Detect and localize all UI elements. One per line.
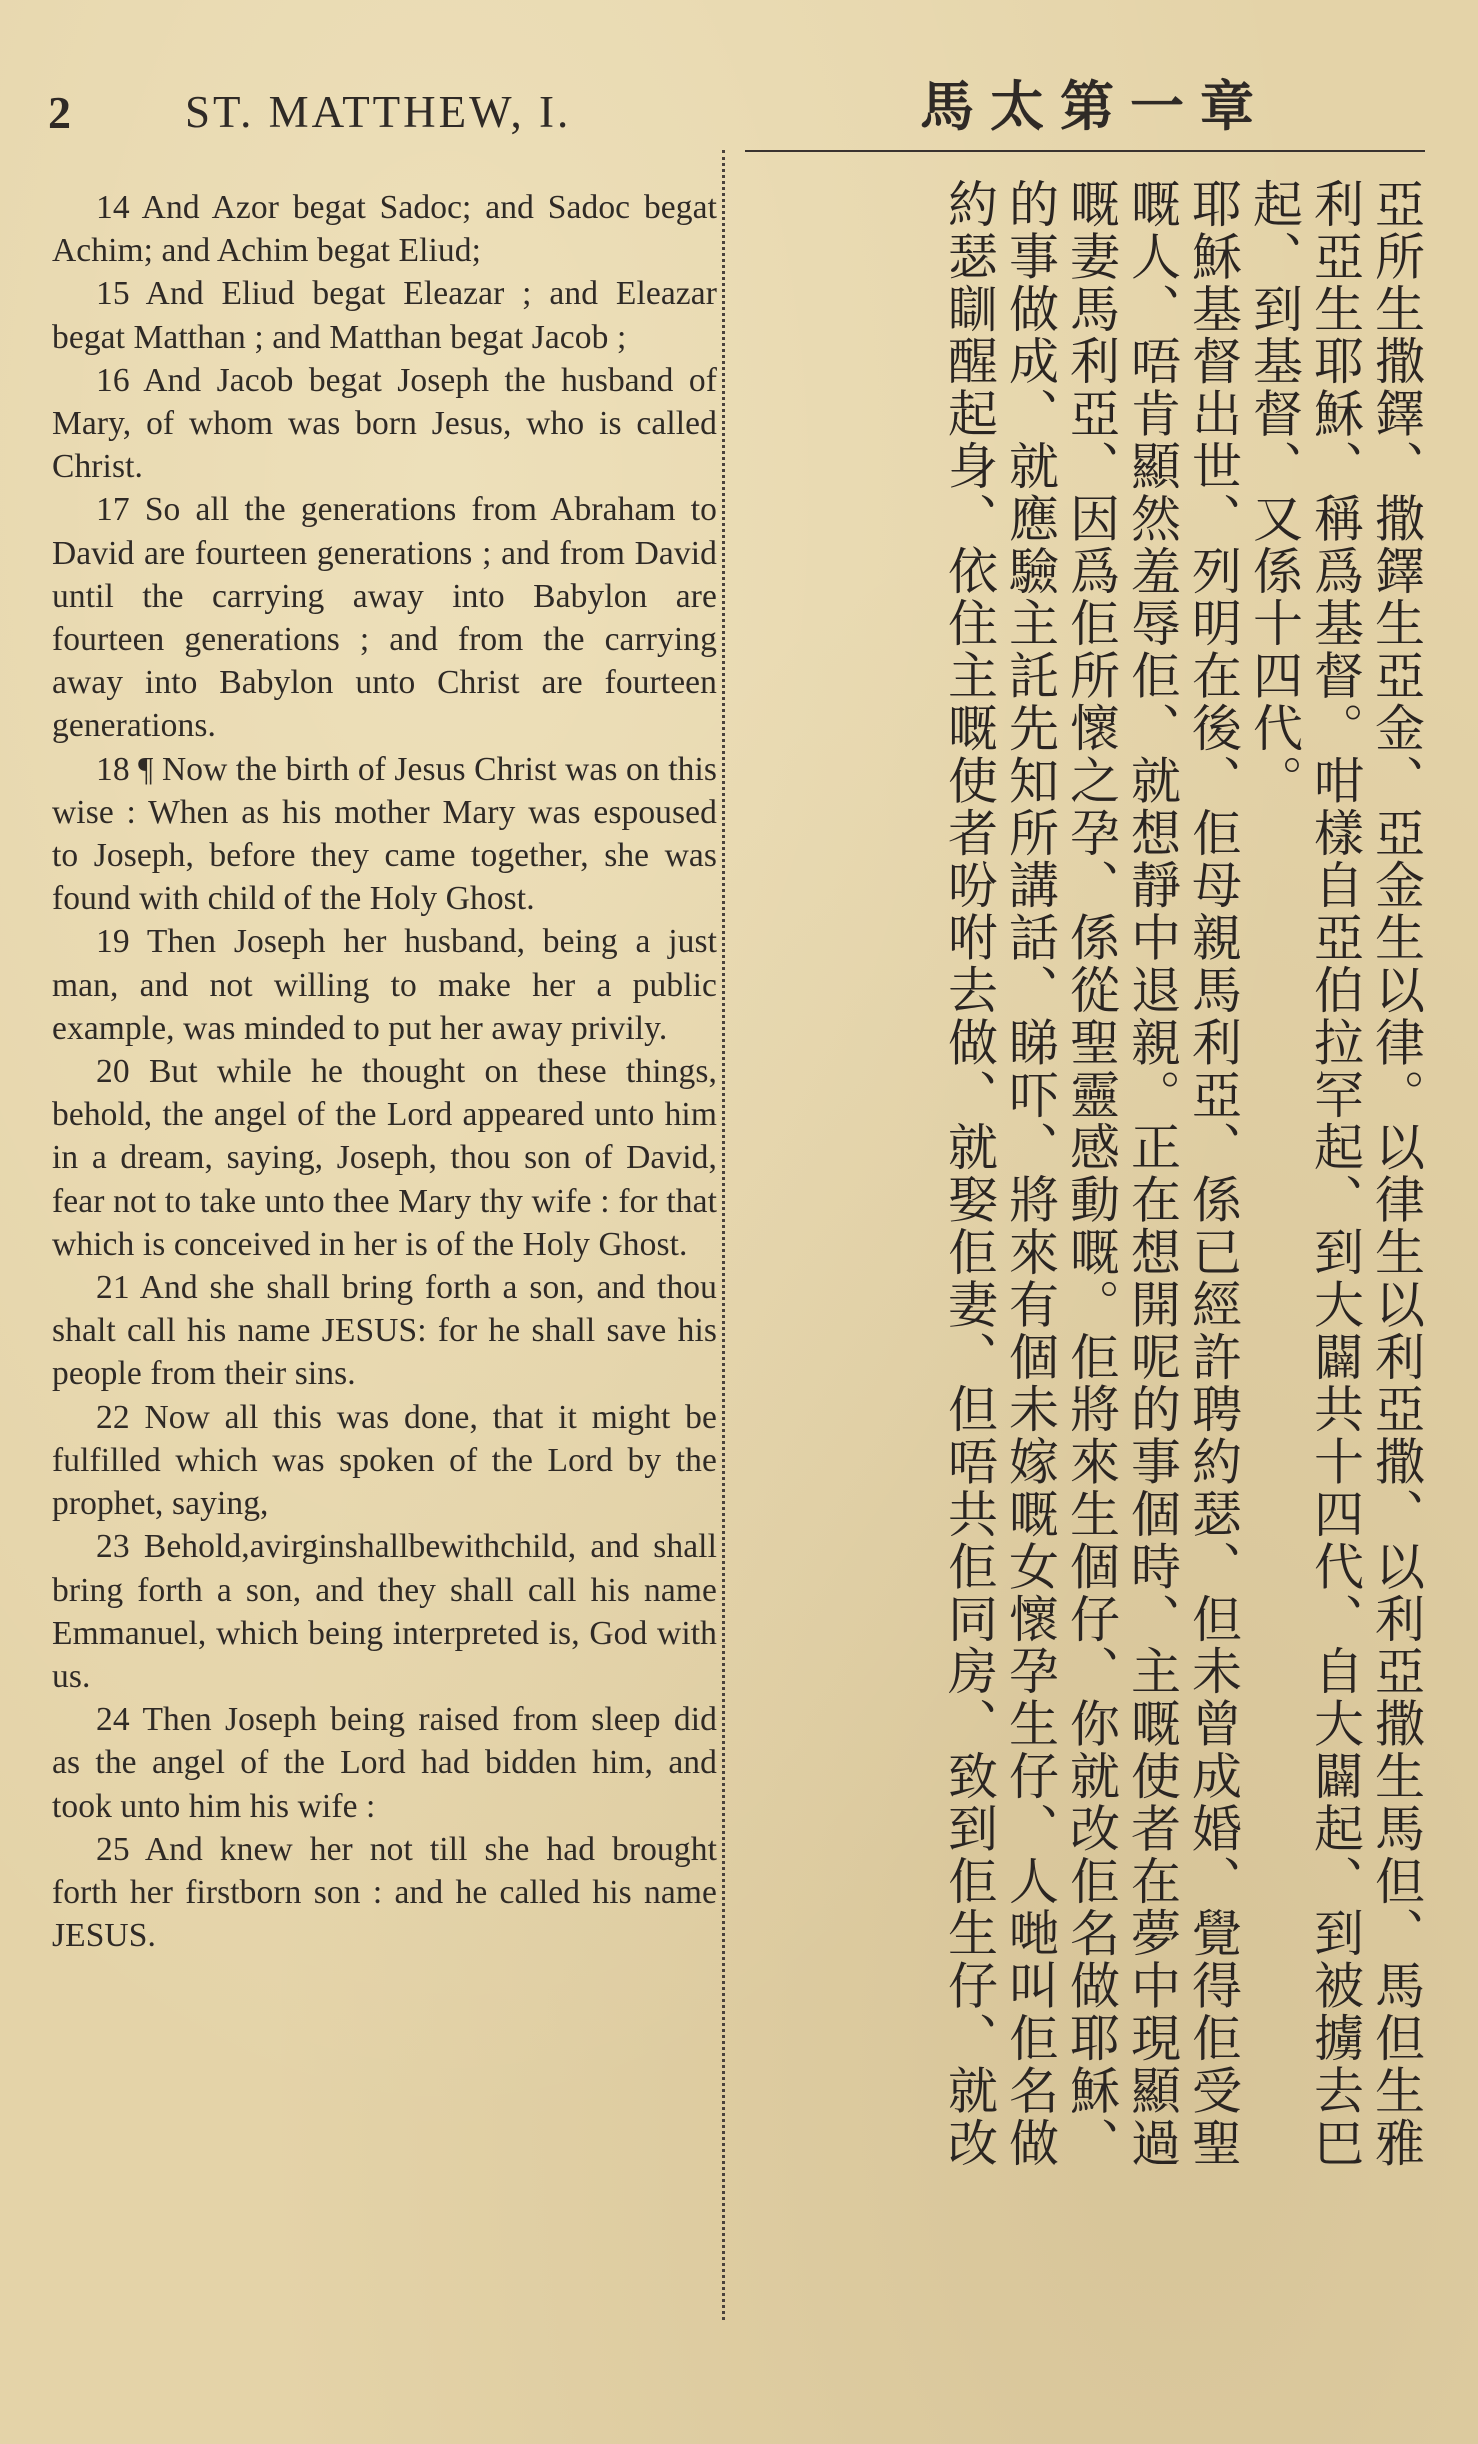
- verse-14: 14 And Azor begat Sadoc; and Sadoc begat Achim; and Achim begat Eliud;: [52, 189, 717, 270]
- chinese-line-8: 約瑟瞓醒起身、依住主嘅使者吩咐去做、就娶佢妻、但唔共佢同房、致到佢生仔、就改: [940, 178, 998, 2170]
- chinese-line-3: 起、到基督、又係十四代。: [1245, 178, 1303, 807]
- verse-23: 23 Behold,avirginshallbewithchild, and shall bring forth a son, and they shall call his name Emmanuel, which being interpreted is, God with us.: [52, 1528, 717, 1695]
- verse-22: 22 Now all this was done, that it might be fulfilled which was spoken of the Lord by the prophet, saying,: [52, 1398, 717, 1523]
- verse-21: 21 And she shall bring forth a son, and thou shalt call his name JESUS: for he shall save his people from their sins.: [52, 1269, 717, 1393]
- chinese-line-7: 的事做成、就應驗主託先知所講話、睇吓、將來有個未嫁嘅女懷孕生仔、人哋叫佢名做: [1001, 178, 1059, 2170]
- chinese-line-6: 嘅妻馬利亞、因爲佢所懷之孕、係從聖靈感動嘅。佢將來生個仔、你就改佢名做耶穌、: [1062, 178, 1120, 2170]
- chinese-line-2: 利亞生耶穌、稱爲基督。咁樣自亞伯拉罕起、到大闢共十四代、自大闢起、到被擄去巴: [1306, 178, 1364, 2170]
- chinese-text-column: [746, 178, 1426, 2198]
- verse-19: 19 Then Joseph her husband, being a just man, and not willing to make her a public example, was minded to put her away privily.: [52, 923, 717, 1047]
- verse-25: 25 And knew her not till she had brought forth her firstborn son : and he called his name JESUS.: [52, 1830, 717, 1955]
- running-title-chinese: 馬太第一章: [920, 75, 1270, 138]
- verse-18: 18 ¶ Now the birth of Jesus Christ was on this wise : When as his mother Mary was espoused to Joseph, before they came together, she was found with child of the Holy Ghost.: [52, 750, 717, 918]
- english-text-column: [52, 186, 717, 1957]
- verse-17: 17 So all the generations from Abraham to David are fourteen generations ; and from David until the carrying away into Babylon are fourteen generations ; and from the carrying away into Babylon unto Christ are fourteen generations.: [52, 491, 717, 745]
- page-header: [0, 62, 1478, 152]
- verse-20: 20 But while he thought on these things, behold, the angel of the Lord appeared unto him in a dream, saying, Joseph, thou son of David, fear not to take unto thee Mary thy wife : for that which is conceived in her is of the Holy Ghost.: [52, 1053, 717, 1263]
- verse-15: 15 And Eliud begat Eleazar ; and Eleazar begat Matthan ; and Matthan begat Jacob ;: [52, 275, 717, 356]
- verse-16: 16 And Jacob begat Joseph the husband of Mary, of whom was born Jesus, who is called Christ.: [52, 361, 717, 486]
- page-number: 2: [48, 87, 71, 138]
- chinese-line-5: 嘅人、唔肯顯然羞辱佢、就想靜中退親。正在想開呢的事個時、主嘅使者在夢中現顯過: [1123, 178, 1181, 2170]
- chinese-line-1: 亞所生撒鐸、撒鐸生亞金、亞金生以律。以律生以利亞撒、以利亞撒生馬但、馬但生雅: [1367, 178, 1425, 2170]
- column-divider: [722, 150, 725, 2320]
- chinese-line-4: 耶穌基督出世、列明在後、佢母親馬利亞、係已經許聘約瑟、但未曾成婚、覺得佢受聖: [1184, 178, 1242, 2170]
- running-title: ST. MATTHEW, I.: [185, 87, 572, 137]
- verse-24: 24 Then Joseph being raised from sleep did as the angel of the Lord had bidden him, and took unto him his wife :: [52, 1701, 717, 1825]
- header-rule: [745, 150, 1425, 152]
